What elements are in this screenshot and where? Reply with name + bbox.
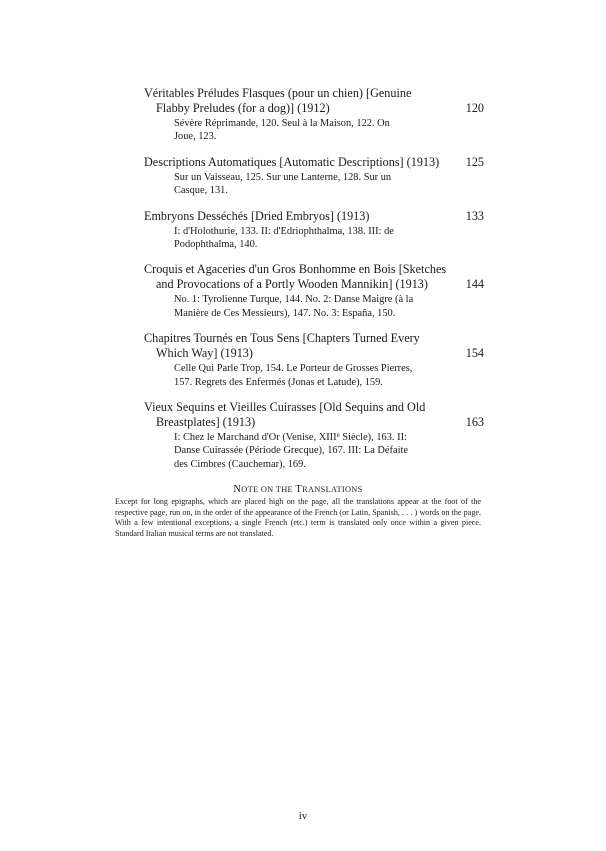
entry-page-number: 120 [465, 101, 484, 115]
table-of-contents [144, 86, 484, 482]
subitem-line [174, 431, 438, 444]
toc-entry [144, 86, 484, 144]
entry-title [144, 400, 484, 430]
toc-entry [144, 209, 484, 252]
entry-title-line: Flabby Preludes (for a dog)] (1912) [156, 101, 330, 115]
subitem-line: 157. Regrets des Enfermés (Jonas et Latude), 159. [174, 376, 383, 388]
entry-page-number: 144 [465, 277, 484, 292]
entry-subitems [144, 171, 484, 198]
entry-title-line: Chapitres Tournés en Tous Sens [Chapters Turned Every [144, 331, 420, 346]
heading-smallcaps: RANSLATIONS [302, 485, 363, 494]
subitem-line: Sévère Réprimande, 120. Seul à la Maison, 122. On [174, 118, 390, 129]
entry-title-line: Descriptions Automatiques [Automatic Descriptions] (1913) [144, 154, 440, 169]
entry-title-line: Embryons Desséchés [Dried Embryos] (1913) [144, 208, 370, 223]
subitem-line: Joue, 123. [174, 131, 217, 143]
entry-page-number: 133 [465, 208, 484, 223]
entry-title-line: Which Way] (1913) [156, 346, 253, 361]
note-body: Except for long epigraphs, which are placed high on the page, all the translations appear at the foot of the respective page, run on, in the order of the appearance of the French (or Latin, Spanish, . . . ) words on the page. With a few intentional exceptions, a single French (etc.) term is translated only once within a given piece. Standard Italian musical terms are not translated. [115, 497, 481, 538]
toc-entry [144, 155, 484, 198]
translation-note [115, 484, 481, 539]
entry-title-line: Véritables Préludes Flasques (pour un chien) [Genuine [144, 86, 412, 100]
entry-title [144, 209, 484, 224]
entry-title-line: Croquis et Agaceries d'un Gros Bonhomme en Bois [Sketches [144, 262, 447, 277]
entry-subitems [144, 362, 484, 389]
entry-page-number: 154 [465, 346, 484, 361]
subitem-line: des Cimbres (Cauchemar), 169. [174, 458, 306, 470]
toc-entry [144, 331, 484, 389]
entry-page-number: 163 [465, 415, 484, 430]
subitem-text: Siècle), 163. II: [342, 432, 407, 444]
toc-entry [144, 262, 484, 320]
entry-title-line: and Provocations of a Portly Wooden Mannikin] (1913) [156, 277, 428, 292]
heading-cap: N [233, 484, 242, 495]
note-heading [115, 484, 481, 495]
heading-cap: T [295, 484, 303, 495]
subitem-line: Manière de Ces Messieurs), 147. No. 3: España, 150. [174, 307, 396, 319]
subitem-line: Danse Cuirassée (Période Grecque), 167. III: La Défaite [174, 445, 408, 457]
entry-title-line: Vieux Sequins et Vieilles Cuirasses [Old Sequins and Old [144, 400, 426, 415]
entry-title [144, 262, 484, 292]
entry-title [144, 155, 484, 170]
entry-subitems [144, 293, 484, 320]
subitem-line: Celle Qui Parle Trop, 154. Le Porteur de Grosses Pierres, [174, 363, 413, 375]
superscript: e [336, 431, 340, 440]
entry-subitems [144, 225, 484, 252]
subitem-line: I: d'Holothurie, 133. II: d'Edriophthalma, 138. III: de [174, 225, 394, 237]
subitem-line: No. 1: Tyrolienne Turque, 144. No. 2: Danse Maigre (à la [174, 294, 414, 306]
heading-smallcaps: OTE ON THE [241, 485, 296, 494]
subitem-line: Casque, 131. [174, 185, 228, 197]
subitem-line: Sur un Vaisseau, 125. Sur une Lanterne, 128. Sur un [174, 171, 392, 183]
subitem-line: Podophthalma, 140. [174, 239, 258, 251]
entry-subitems [144, 431, 484, 471]
page-folio: iv [298, 810, 308, 822]
entry-page-number: 125 [465, 154, 484, 169]
entry-title [144, 331, 484, 361]
toc-entry [144, 400, 484, 471]
entry-title-line: Breastplates] (1913) [156, 415, 256, 430]
entry-title [144, 86, 484, 116]
subitem-text: I: Chez le Marchand d'Or (Venise, XIII [174, 432, 337, 444]
entry-subitems [144, 117, 484, 144]
